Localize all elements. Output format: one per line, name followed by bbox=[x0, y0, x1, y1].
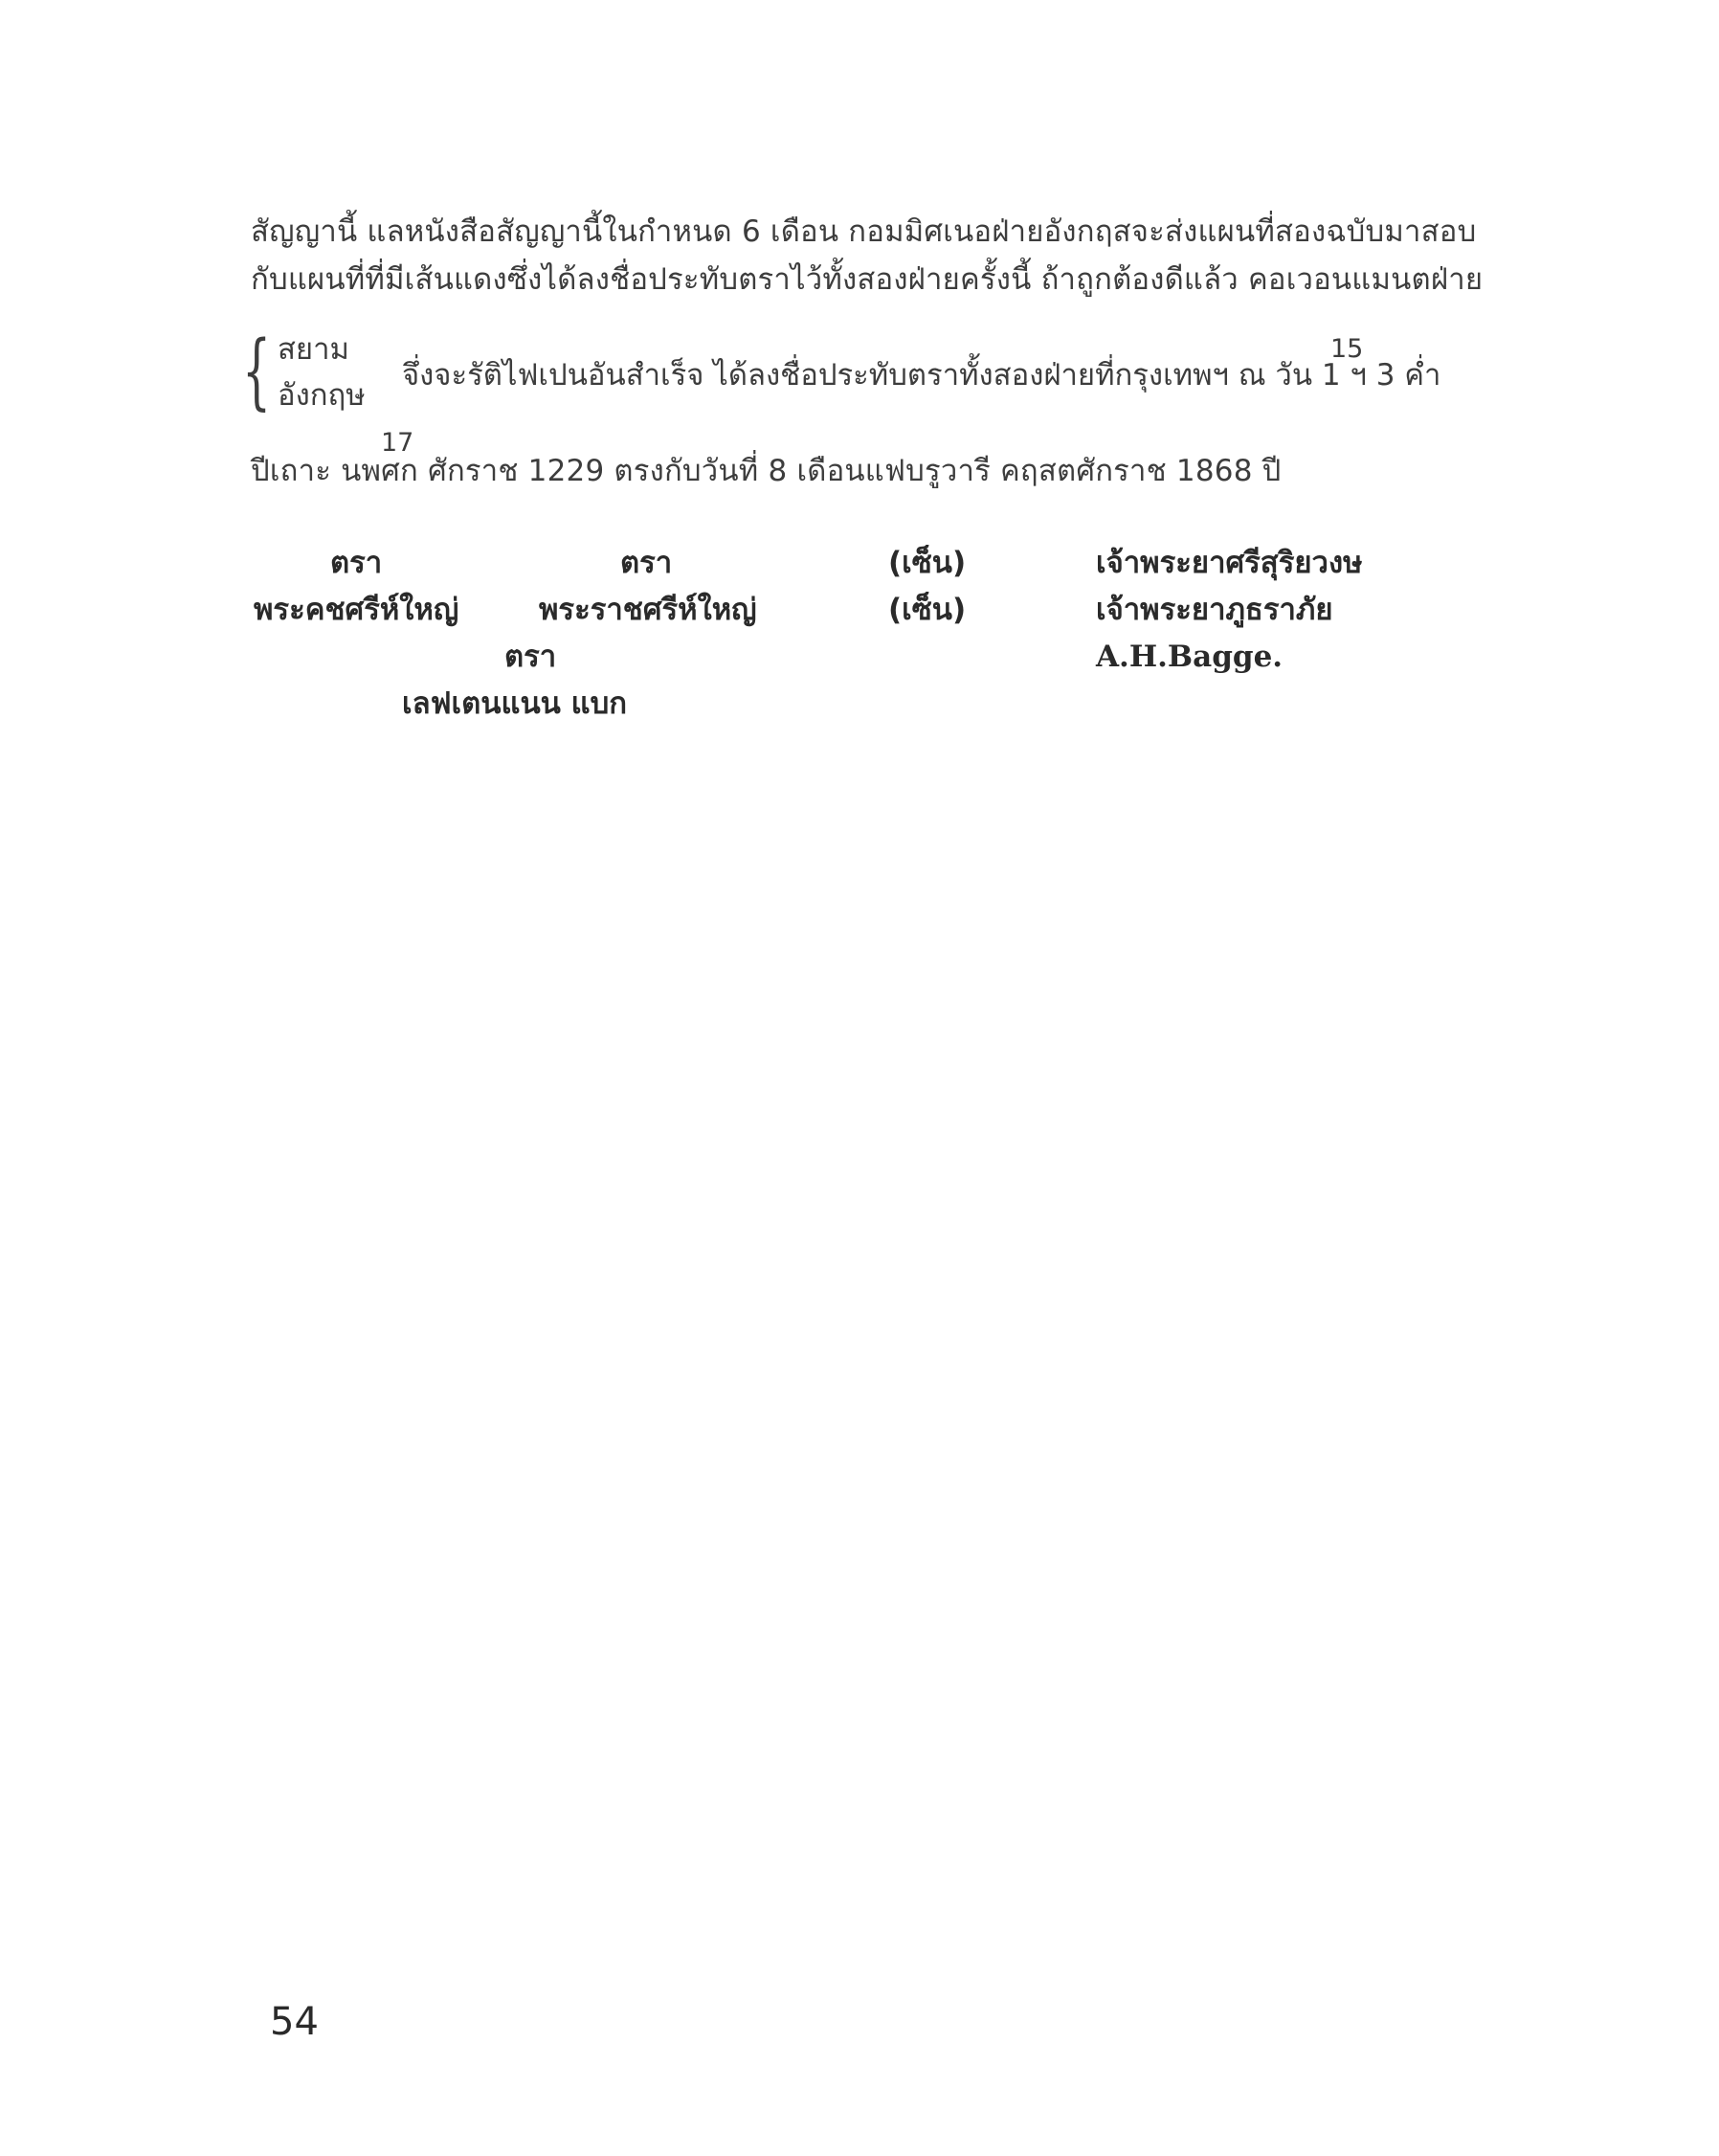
signed-mark-2: (เซ็น) bbox=[888, 593, 967, 627]
seal-name-3: เลฟเตนแนน แบก bbox=[402, 686, 628, 721]
page-number: 54 bbox=[270, 2000, 319, 2044]
brace-option-siam: สยาม bbox=[278, 332, 349, 367]
paragraph-line-4: ปีเถาะ นพศก ศักราช 1229 ตรงกับวันที่ 8 เดือนแฟบรูวารี คฤสตศักราช 1868 ปี bbox=[251, 454, 1282, 488]
seal-label-1: ตรา bbox=[330, 546, 383, 580]
seal-label-3: ตรา bbox=[504, 640, 557, 674]
seal-name-1: พระคชศรีห์ใหญ่ bbox=[254, 593, 459, 627]
seal-name-2: พระราชศรีห์ใหญ่ bbox=[539, 593, 757, 627]
seal-label-2: ตรา bbox=[620, 546, 673, 580]
brace-block bbox=[242, 324, 1486, 419]
brace-option-england: อังกฤษ bbox=[278, 378, 366, 413]
superscript-17: 17 bbox=[381, 428, 414, 458]
paragraph-line-2: กับแผนที่ที่มีเส้นแดงซึ่งได้ลงชื่อประทับตราไว้ทั้งสองฝ่ายครั้งนี้ ถ้าถูกต้องดีแล้ว คอเวอนแมนตฝ่าย bbox=[251, 262, 1484, 297]
signed-mark-1: (เซ็น) bbox=[888, 546, 967, 580]
superscript-day-15: 15 bbox=[1330, 334, 1364, 364]
signatory-name-1: เจ้าพระยาศรีสุริยวงษ bbox=[1096, 546, 1363, 580]
paragraph-line-1: สัญญานี้ แลหนังสือสัญญานี้ในกำหนด 6 เดือน กอมมิศเนอฝ่ายอังกฤสจะส่งแผนที่สองฉบับมาสอบ bbox=[251, 214, 1477, 249]
curly-brace-icon: { bbox=[242, 324, 272, 419]
signatory-name-2: เจ้าพระยาภูธราภัย bbox=[1096, 593, 1333, 627]
paragraph-line-3: จึ่งจะรัติไฟเปนอันสำเร็จ ได้ลงชื่อประทับตราทั้งสองฝ่ายที่กรุงเทพฯ ณ วัน 1 ฯ 3 ค่ำ bbox=[402, 358, 1441, 393]
signatory-name-3: A.H.Bagge. bbox=[1096, 640, 1284, 674]
